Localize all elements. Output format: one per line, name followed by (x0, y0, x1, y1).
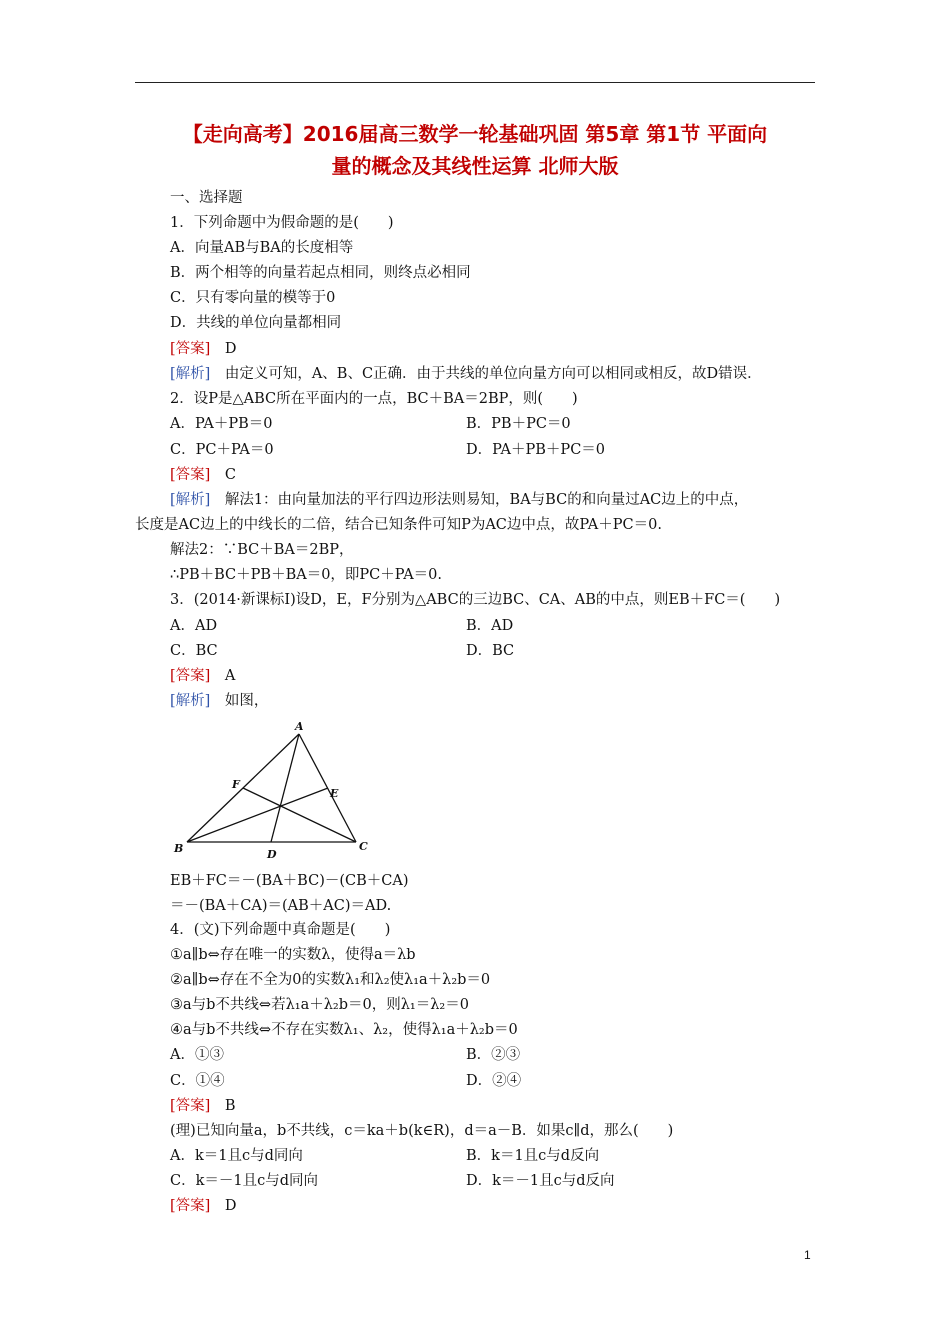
midpoint-label-e: E (330, 787, 339, 800)
answer-value: D (210, 341, 237, 357)
analysis-text: 如图， (210, 693, 269, 709)
answer-value: D (210, 1198, 237, 1214)
answer-tag: [答案] (170, 1198, 211, 1214)
q2-analysis-line-3: 解法2：∵BC＋BA＝2BP， (170, 542, 354, 558)
q2-analysis-line-4: ∴PB＋BC＋PB＋BA＝0，即PC＋PA＝0. (170, 567, 443, 583)
q2-row-1 (170, 414, 273, 434)
q1-option-a: A．向量AB与BA的长度相等 (170, 240, 354, 256)
q3-option-d: D．BC (466, 643, 515, 659)
vertex-label-c: C (359, 840, 368, 853)
q3-derivation-line-1: EB＋FC＝－(BA＋BC)－(CB＋CA) (170, 873, 409, 889)
answer-tag: [答案] (170, 1098, 211, 1114)
q4-statement-2: ②a∥b⇔存在不全为0的实数λ₁和λ₂使λ₁a＋λ₂b＝0 (170, 972, 491, 988)
q2-option-a: A．PA＋PB＝0 (170, 416, 273, 432)
q3-option-b: B．AD (466, 618, 514, 634)
median-ad (271, 734, 299, 842)
q4-option-c: C．①④ (170, 1073, 225, 1089)
q4-answer (170, 1096, 235, 1116)
document-title (135, 118, 815, 182)
q2-analysis (170, 490, 748, 510)
q2-option-d: D．PA＋PB＋PC＝0 (466, 442, 606, 458)
answer-value: B (210, 1098, 236, 1114)
triangle-figure (170, 720, 380, 865)
q4-statement-3: ③a与b不共线⇔若λ₁a＋λ₂b＝0，则λ₁＝λ₂＝0 (170, 997, 469, 1013)
q1-option-d: D．共线的单位向量都相同 (170, 315, 342, 331)
q2-stem: 2．设P是△ABC所在平面内的一点，BC＋BA＝2BP，则( ) (170, 391, 578, 407)
q5-option-b: B．k＝1且c与d反向 (466, 1148, 600, 1164)
q3-answer (170, 666, 235, 686)
analysis-text: 解法1：由向量加法的平行四边形法则易知，BA与BC的和向量过AC边上的中点， (210, 492, 749, 508)
q5-stem: (理)已知向量a，b不共线，c＝ka＋b(k∈R)，d＝a－B．如果c∥d，那么( ) (170, 1123, 674, 1139)
q5-option-c: C．k＝－1且c与d同向 (170, 1173, 319, 1189)
q3-stem: 3．(2014·新课标Ⅰ)设D，E，F分别为△ABC的三边BC、CA、AB的中点，则EB＋FC＝( ) (170, 592, 781, 608)
header-rule (135, 82, 815, 83)
q4-stem: 4．(文)下列命题中真命题是( ) (170, 922, 391, 938)
q2-option-c: C．PC＋PA＝0 (170, 442, 274, 458)
q4-option-d: D．②④ (466, 1073, 522, 1089)
q5-option-d: D．k＝－1且c与d反向 (466, 1173, 615, 1189)
vertex-label-a: A (295, 720, 304, 733)
title-line-2: 量的概念及其线性运算 北师大版 (331, 154, 619, 178)
analysis-tag: [解析] (170, 693, 211, 709)
q3-derivation-line-2: ＝－(BA＋CA)＝(AB＋AC)＝AD. (170, 898, 392, 914)
midpoint-label-d: D (267, 848, 277, 861)
analysis-tag: [解析] (170, 492, 211, 508)
q2-option-b: B．PB＋PC＝0 (466, 416, 571, 432)
answer-tag: [答案] (170, 668, 211, 684)
answer-tag: [答案] (170, 467, 211, 483)
q4-statement-4: ④a与b不共线⇔不存在实数λ₁、λ₂，使得λ₁a＋λ₂b＝0 (170, 1022, 518, 1038)
median-cf (243, 788, 356, 842)
q1-analysis (170, 364, 762, 384)
title-line-1: 【走向高考】2016届高三数学一轮基础巩固 第5章 第1节 平面向 (182, 122, 768, 146)
q4-statement-1: ①a∥b⇔存在唯一的实数λ，使得a＝λb (170, 947, 416, 963)
q5-option-a: A．k＝1且c与d同向 (170, 1148, 303, 1164)
midpoint-label-f: F (232, 778, 240, 791)
q1-stem: 1．下列命题中为假命题的是( ) (170, 215, 394, 231)
q3-option-a: A．AD (170, 618, 218, 634)
q3-analysis (170, 691, 268, 711)
vertex-label-b: B (174, 842, 184, 855)
q1-answer (170, 339, 236, 359)
answer-tag: [答案] (170, 341, 211, 357)
q3-option-c: C．BC (170, 643, 218, 659)
q2-answer (170, 465, 236, 485)
q2-analysis-line-2: 长度是AC边上的中线长的二倍，结合已知条件可知P为AC边中点，故PA＋PC＝0. (135, 517, 662, 533)
q4-option-b: B．②③ (466, 1047, 521, 1063)
analysis-tag: [解析] (170, 366, 211, 382)
page-number: 1 (804, 1248, 811, 1262)
q1-option-c: C．只有零向量的模等于0 (170, 290, 336, 306)
median-be (187, 788, 328, 842)
answer-value: C (210, 467, 236, 483)
answer-value: A (210, 668, 236, 684)
q1-option-b: B．两个相等的向量若起点相同，则终点必相同 (170, 265, 471, 281)
q4-option-a: A．①③ (170, 1047, 224, 1063)
section-heading: 一、选择题 (170, 190, 243, 206)
q5-answer (170, 1196, 236, 1216)
analysis-text: 由定义可知，A、B、C正确．由于共线的单位向量方向可以相同或相反，故D错误． (210, 366, 762, 382)
